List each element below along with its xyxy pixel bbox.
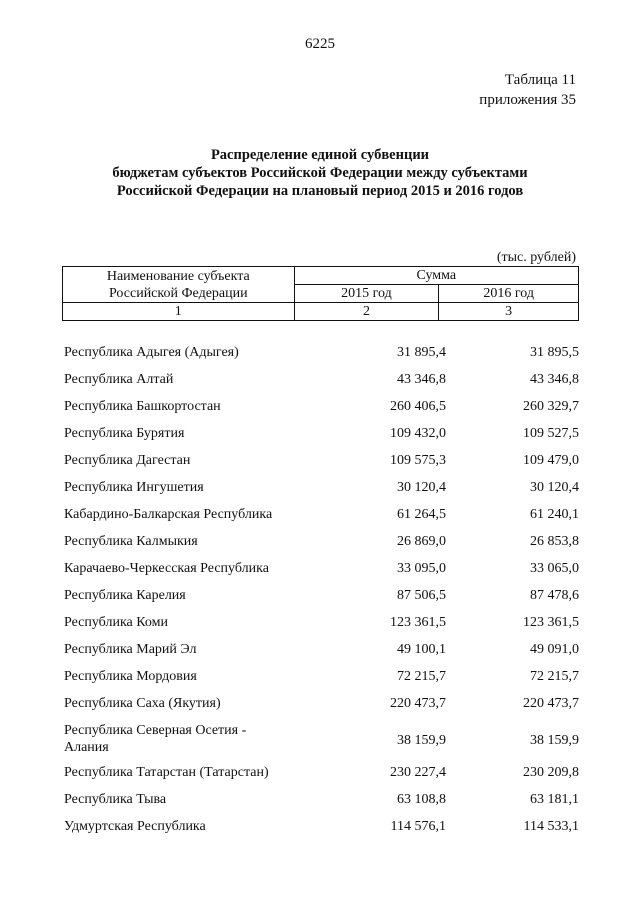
row-value-2015: 38 159,9 (397, 733, 446, 748)
table-row (62, 814, 579, 841)
row-value-2015: 109 432,0 (390, 426, 446, 441)
row-value-2016: 260 329,7 (523, 399, 579, 414)
unit-label: (тыс. рублей) (496, 250, 576, 265)
table-ref-line1: Таблица 11 (504, 72, 576, 88)
title-line1: Распределение единой субвенции (210, 147, 430, 163)
row-value-2016: 26 853,8 (530, 534, 579, 549)
row-name: Республика Дагестан (64, 453, 191, 468)
row-value-2016: 230 209,8 (523, 765, 579, 780)
row-value-2015: 230 227,4 (390, 765, 446, 780)
header-name-line1: Наименование субъекта (106, 268, 250, 284)
table-row (62, 394, 579, 421)
header-sum: Сумма (294, 267, 578, 285)
row-value-2015: 49 100,1 (397, 642, 446, 657)
row-value-2016: 87 478,6 (530, 588, 579, 603)
header-year-2015: 2015 год (294, 285, 439, 303)
table-row (62, 529, 579, 556)
row-name-line1: Республика Северная Осетия - (64, 723, 247, 738)
row-value-2016: 109 527,5 (523, 426, 579, 441)
row-name: Республика Коми (64, 615, 168, 630)
row-name: Республика Тыва (64, 792, 167, 807)
row-value-2015: 114 576,1 (390, 819, 446, 834)
row-value-2015: 26 869,0 (397, 534, 446, 549)
row-name: Кабардино-Балкарская Республика (64, 507, 273, 522)
table-row (62, 448, 579, 475)
row-value-2016: 30 120,4 (530, 480, 579, 495)
row-value-2016: 33 065,0 (530, 561, 579, 576)
table-body (62, 340, 579, 841)
title-line2: бюджетам субъектов Российской Федерации между субъектами (112, 165, 528, 181)
row-value-2016: 123 361,5 (523, 615, 579, 630)
row-value-2016: 220 473,7 (523, 696, 579, 711)
column-number-2: 2 (294, 303, 439, 321)
row-name: Республика Бурятия (64, 426, 185, 441)
document-title (70, 146, 570, 200)
row-name: Республика Калмыкия (64, 534, 198, 549)
table-row (62, 583, 579, 610)
column-number-1: 1 (63, 303, 295, 321)
row-value-2015: 33 095,0 (397, 561, 446, 576)
header-name-line2: Российской Федерации (108, 285, 248, 301)
table-row (62, 475, 579, 502)
row-value-2016: 72 215,7 (530, 669, 579, 684)
row-value-2016: 49 091,0 (530, 642, 579, 657)
row-name-line2: Алания (64, 740, 109, 755)
row-value-2016: 61 240,1 (530, 507, 579, 522)
row-value-2015: 260 406,5 (390, 399, 446, 414)
row-name: Республика Алтай (64, 372, 174, 387)
table-row (62, 340, 579, 367)
table-row (62, 664, 579, 691)
row-value-2015: 72 215,7 (397, 669, 446, 684)
table-row (62, 367, 579, 394)
row-value-2015: 220 473,7 (390, 696, 446, 711)
row-value-2016: 63 181,1 (530, 792, 579, 807)
row-name: Республика Башкортостан (64, 399, 221, 414)
row-name (64, 722, 309, 756)
row-name: Республика Карелия (64, 588, 186, 603)
table-row (62, 718, 579, 760)
row-name: Республика Мордовия (64, 669, 197, 684)
table-row (62, 691, 579, 718)
page-number: 6225 (305, 36, 335, 52)
row-name: Республика Саха (Якутия) (64, 696, 221, 711)
table-ref-line2: приложения 35 (479, 92, 576, 108)
row-value-2015: 31 895,4 (397, 345, 446, 360)
row-value-2015: 61 264,5 (397, 507, 446, 522)
header-year-2016: 2016 год (439, 285, 579, 303)
table-row (62, 421, 579, 448)
header-name-cell (63, 267, 295, 303)
row-value-2015: 109 575,3 (390, 453, 446, 468)
row-name: Республика Ингушетия (64, 480, 204, 495)
table-header (62, 266, 579, 321)
row-value-2016: 31 895,5 (530, 345, 579, 360)
row-name: Карачаево-Черкесская Республика (64, 561, 269, 576)
row-value-2015: 30 120,4 (397, 480, 446, 495)
table-row (62, 637, 579, 664)
row-value-2016: 43 346,8 (530, 372, 579, 387)
row-value-2015: 63 108,8 (397, 792, 446, 807)
table-row (62, 556, 579, 583)
row-value-2016: 109 479,0 (523, 453, 579, 468)
title-line3: Российской Федерации на плановый период 2015 и 2016 годов (116, 183, 524, 199)
column-number-3: 3 (439, 303, 579, 321)
table-row (62, 787, 579, 814)
table-reference (479, 70, 576, 110)
table-row (62, 610, 579, 637)
row-name: Удмуртская Республика (64, 819, 206, 834)
row-name: Республика Адыгея (Адыгея) (64, 345, 239, 360)
row-name: Республика Марий Эл (64, 642, 197, 657)
row-name: Республика Татарстан (Татарстан) (64, 765, 269, 780)
row-value-2016: 38 159,9 (530, 733, 579, 748)
table-row (62, 760, 579, 787)
row-value-2015: 123 361,5 (390, 615, 446, 630)
row-value-2015: 87 506,5 (397, 588, 446, 603)
row-value-2016: 114 533,1 (523, 819, 579, 834)
table-row (62, 502, 579, 529)
row-value-2015: 43 346,8 (397, 372, 446, 387)
